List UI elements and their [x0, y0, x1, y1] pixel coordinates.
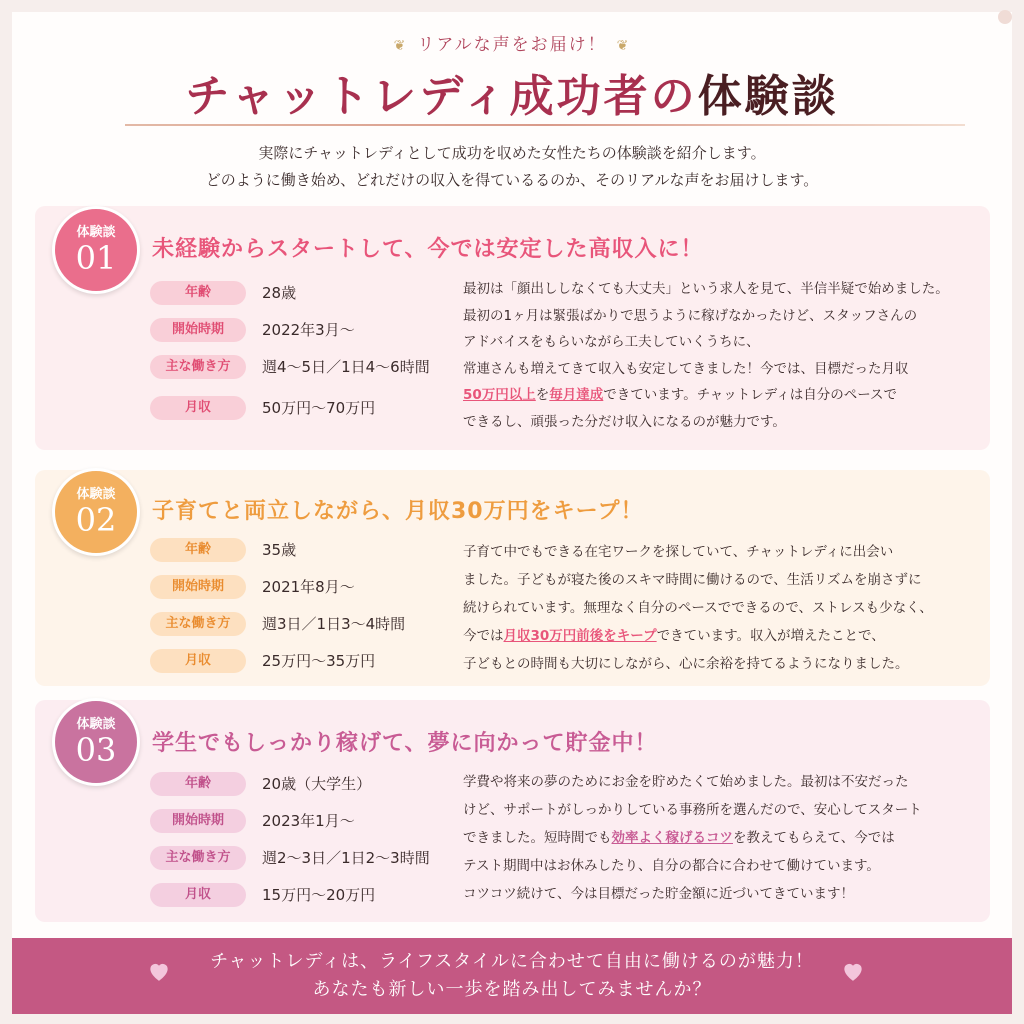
info-value: 週4〜5日／1日4〜6時間	[262, 358, 430, 376]
story-line: 子どもとの時間も大切にしながら、心に余裕を持てるようになりました。	[463, 656, 909, 672]
story-line: コツコツ続けて、今は目標だった貯金額に近づいてきています！	[463, 886, 854, 902]
badge-number: 03	[75, 731, 117, 769]
badge-number: 01	[75, 239, 117, 277]
highlight-text: 効率よく稼げるコツ	[611, 830, 733, 846]
info-row-age	[150, 772, 450, 809]
info-label: 年齢	[150, 281, 246, 305]
story-line	[463, 622, 968, 650]
info-row-age	[150, 281, 450, 318]
info-label: 開始時期	[150, 318, 246, 342]
info-label: 開始時期	[150, 575, 246, 599]
story-line	[463, 824, 968, 852]
header-divider	[125, 124, 965, 126]
story-line: できるし、頑張った分だけ収入になるのが魅力です。	[463, 413, 786, 430]
story-title-3: 学生でもしっかり稼げて、夢に向かって貯金中！	[152, 731, 658, 756]
page-title	[0, 60, 1024, 124]
info-value: 2022年3月〜	[262, 321, 355, 339]
story-badge-2	[52, 468, 140, 556]
story-text-3	[463, 768, 968, 908]
highlight-text: 50万円以上	[463, 387, 536, 403]
footer-banner	[12, 938, 1012, 1014]
info-row-start	[150, 318, 450, 355]
info-row-start	[150, 575, 450, 612]
info-value: 25万円〜35万円	[262, 652, 376, 670]
intro-text	[0, 140, 1024, 194]
info-value: 2021年8月〜	[262, 578, 355, 596]
leaf-right-icon: ❦	[616, 38, 631, 54]
badge-number: 02	[75, 501, 117, 539]
story-line: テスト期間中はお休みしたり、自分の都合に合わせて働けています。	[463, 858, 880, 874]
info-value: 20歳（大学生）	[262, 775, 372, 793]
story-title-1: 未経験からスタートして、今では安定した高収入に！	[152, 237, 704, 262]
story-line: ました。子どもが寝た後のスキマ時間に働けるので、生活リズムを崩さずに	[463, 572, 922, 588]
info-row-income	[150, 396, 450, 433]
page-title-accent: 体験談	[697, 71, 839, 122]
intro-line-2: どのように働き始め、どれだけの収入を得ているるのか、そのリアルな声をお届けします。	[205, 171, 819, 189]
badge-label: 体験談	[76, 487, 116, 502]
header-subtitle-row	[0, 30, 1024, 55]
story-info-3	[150, 772, 450, 920]
corner-decoration	[998, 10, 1012, 24]
page-title-main: チャットレディ成功者の	[185, 71, 698, 122]
story-fragment: を	[535, 387, 550, 403]
story-badge-1	[52, 206, 140, 294]
info-row-start	[150, 809, 450, 846]
leaf-left-icon: ❦	[393, 38, 408, 54]
info-label: 主な働き方	[150, 612, 246, 636]
story-line: 続けられています。無理なく自分のペースでできるので、ストレスも少なく、	[463, 600, 933, 616]
info-label: 主な働き方	[150, 846, 246, 870]
story-info-1	[150, 281, 450, 433]
info-value: 28歳	[262, 284, 297, 302]
info-label: 月収	[150, 649, 246, 673]
info-label: 年齢	[150, 772, 246, 796]
info-label: 月収	[150, 396, 246, 420]
info-label: 月収	[150, 883, 246, 907]
story-line: アドバイスをもらいながら工夫していくうちに、	[463, 334, 760, 350]
story-fragment: 今では	[463, 628, 504, 644]
story-line: 最初の1ヶ月は緊張ばかりで思うように稼げなかったけど、スタッフさんの	[463, 307, 918, 324]
highlight-text: 毎月達成	[549, 387, 604, 403]
info-label: 主な働き方	[150, 355, 246, 379]
info-label: 年齢	[150, 538, 246, 562]
footer-line-1: チャットレディは、ライフスタイルに合わせて自由に働けるのが魅力！	[210, 951, 814, 972]
info-value: 2023年1月〜	[262, 812, 355, 830]
story-fragment: できました。短時間でも	[463, 830, 612, 846]
story-text-2	[463, 538, 968, 678]
info-row-workstyle	[150, 846, 450, 883]
story-text-1	[463, 276, 968, 435]
info-value: 50万円〜70万円	[262, 399, 376, 417]
story-badge-3	[52, 698, 140, 786]
story-fragment: できています。チャットレディは自分のペースで	[603, 387, 898, 403]
info-value: 15万円〜20万円	[262, 886, 376, 904]
info-label: 開始時期	[150, 809, 246, 833]
badge-label: 体験談	[76, 717, 116, 732]
info-row-income	[150, 649, 450, 686]
intro-line-1: 実際にチャットレディとして成功を収めた女性たちの体験談を紹介します。	[258, 144, 766, 162]
info-value: 週3日／1日3〜4時間	[262, 615, 406, 633]
badge-label: 体験談	[76, 225, 116, 240]
story-line	[463, 382, 968, 409]
info-row-income	[150, 883, 450, 920]
info-value: 週2〜3日／1日2〜3時間	[262, 849, 430, 867]
info-row-workstyle	[150, 612, 450, 649]
story-title-2: 子育てと両立しながら、月収30万円をキープ！	[152, 499, 644, 524]
highlight-text: 月収30万円前後をキープ	[503, 628, 657, 644]
story-info-2	[150, 538, 450, 686]
story-fragment: できています。収入が増えたことで、	[656, 628, 885, 644]
info-row-workstyle	[150, 355, 450, 392]
story-line: けど、サポートがしっかりしている事務所を選んだので、安心してスタート	[463, 802, 922, 818]
footer-line-2: あなたも新しい一歩を踏み出してみませんか？	[312, 979, 712, 1000]
story-line: 常連さんも増えてきて収入も安定してきました！今では、目標だった月収	[463, 360, 909, 377]
story-line: 最初は「顔出ししなくても大丈夫」という求人を見て、半信半疑で始めました。	[463, 281, 949, 297]
header-subtitle: リアルな声をお届け！	[417, 35, 607, 55]
story-line: 学費や将来の夢のためにお金を貯めたくて始めました。最初は不安だった	[463, 774, 909, 790]
info-row-age	[150, 538, 450, 575]
story-fragment: を教えてもらえて、今では	[733, 830, 895, 846]
heart-icon	[840, 958, 866, 984]
info-value: 35歳	[262, 541, 297, 559]
story-line: 子育て中でもできる在宅ワークを探していて、チャットレディに出会い	[463, 544, 894, 560]
